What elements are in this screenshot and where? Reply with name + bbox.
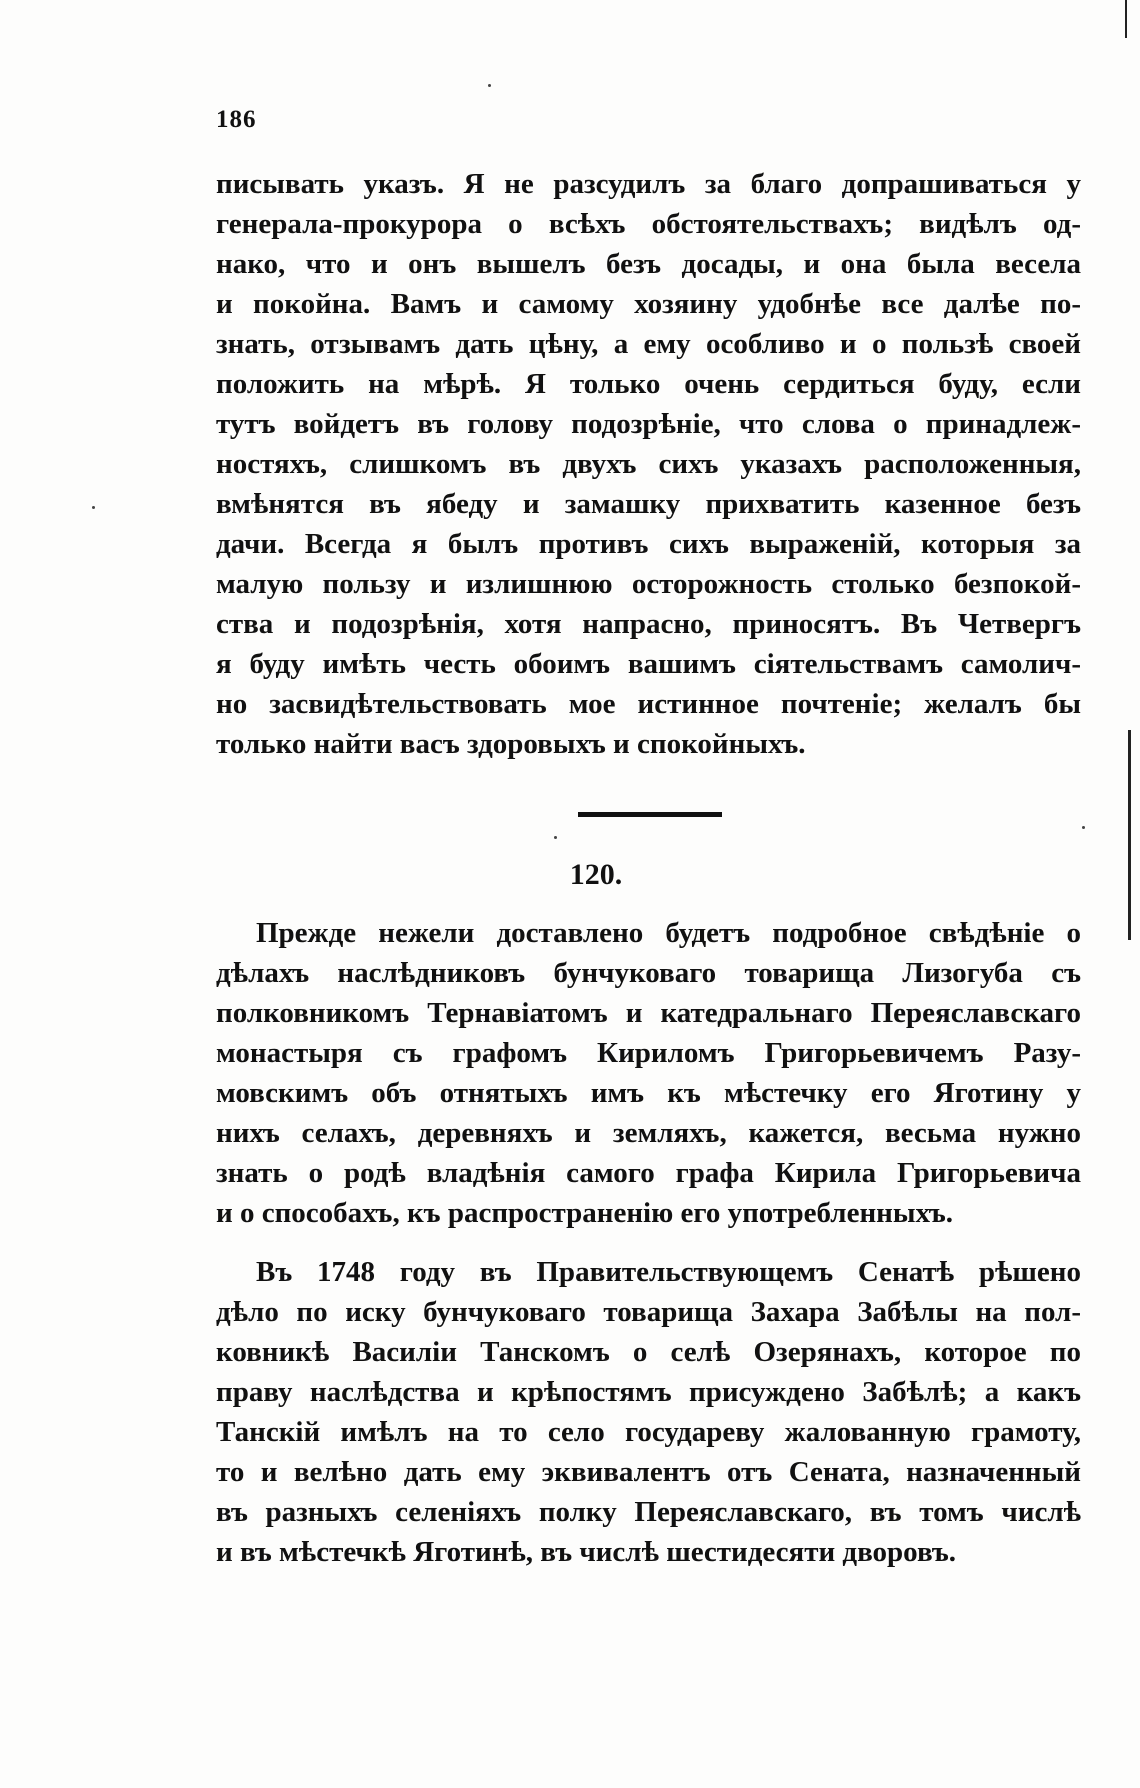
page-number: 186 (216, 106, 257, 133)
text-line: я буду имѣть честь обоимъ вашимъ сіятельствамъ самолич- (216, 648, 1081, 680)
scan-speck (488, 84, 491, 87)
text-line: знать о родѣ владѣнія самого графа Кирила Григорьевича (216, 1157, 1081, 1189)
section-number: 120. (569, 858, 623, 891)
text-line: только найти васъ здоровыхъ и спокойныхъ. (216, 728, 806, 760)
text-line: мовскимъ объ отнятыхъ имъ къ мѣстечку его Яготину у (216, 1077, 1081, 1109)
text-line: вмѣнятся въ ябеду и замашку прихватить казенное безъ (216, 488, 1081, 520)
text-line: знать, отзывамъ дать цѣну, а ему особливо и о пользѣ своей (216, 328, 1081, 360)
text-line: но засвидѣтельствовать мое истинное почтеніе; желалъ бы (216, 688, 1081, 720)
paragraph (216, 913, 1081, 1233)
text-line: ностяхъ, слишкомъ въ двухъ сихъ указахъ расположенныя, (216, 448, 1081, 480)
text-line: дѣлахъ наслѣдниковъ бунчуковаго товарища Лизогуба съ (216, 957, 1081, 989)
text-line: монастыря съ графомъ Кириломъ Григорьевичемъ Разу- (216, 1037, 1081, 1069)
text-line: дачи. Всегда я былъ противъ сихъ выраженій, которыя за (216, 528, 1081, 560)
text-line: полковникомъ Тернавіатомъ и катедральнаго Переяславскаго (216, 997, 1081, 1029)
text-line: тутъ войдетъ въ голову подозрѣніе, что слова о принадлеж- (216, 408, 1081, 440)
text-line: ства и подозрѣнія, хотя напрасно, приносятъ. Въ Четвергъ (216, 608, 1081, 640)
scan-speck (1082, 826, 1085, 829)
text-line: Въ 1748 году въ Правительствующемъ Сенатѣ рѣшено (256, 1256, 1081, 1288)
paragraph-continued (216, 164, 1081, 764)
text-line: и въ мѣстечкѣ Яготинѣ, въ числѣ шестидесяти дворовъ. (216, 1536, 957, 1568)
scan-edge-mark-middle (1128, 730, 1131, 940)
text-line: то и велѣно дать ему эквивалентъ отъ Сената, назначенный (216, 1456, 1081, 1488)
text-line: малую пользу и излишнюю осторожность столько безпокой- (216, 568, 1081, 600)
text-line: нако, что и онъ вышелъ безъ досады, и она была весела (216, 248, 1081, 280)
text-line: и покойна. Вамъ и самому хозяину удобнѣе все далѣе по- (216, 288, 1081, 320)
text-line: генерала-прокурора о всѣхъ обстоятельствахъ; видѣлъ од- (216, 208, 1081, 240)
text-line: нихъ селахъ, деревняхъ и земляхъ, кажется, весьма нужно (216, 1117, 1081, 1149)
text-line: писывать указъ. Я не разсудилъ за благо допрашиваться у (216, 168, 1081, 200)
text-line: ковникѣ Василіи Танскомъ о селѣ Озерянахъ, которое по (216, 1336, 1081, 1368)
text-line: Прежде нежели доставлено будетъ подробное свѣдѣніе о (256, 917, 1081, 949)
scan-speck (92, 506, 95, 509)
text-line: дѣло по иску бунчуковаго товарища Захара Забѣлы на пол- (216, 1296, 1081, 1328)
text-line: и о способахъ, къ распространенію его употребленныхъ. (216, 1197, 954, 1229)
text-line: положить на мѣрѣ. Я только очень сердиться буду, если (216, 368, 1081, 400)
section-separator-rule (578, 812, 722, 817)
paragraph (216, 1252, 1081, 1572)
text-line: Танскій имѣлъ на то село государеву жалованную грамоту, (216, 1416, 1081, 1448)
scan-speck (554, 836, 557, 839)
text-line: въ разныхъ селеніяхъ полку Переяславскаго, въ томъ числѣ (216, 1496, 1081, 1528)
text-line: праву наслѣдства и крѣпостямъ присуждено Забѣлѣ; а какъ (216, 1376, 1081, 1408)
scan-edge-mark-top (1125, 0, 1127, 38)
